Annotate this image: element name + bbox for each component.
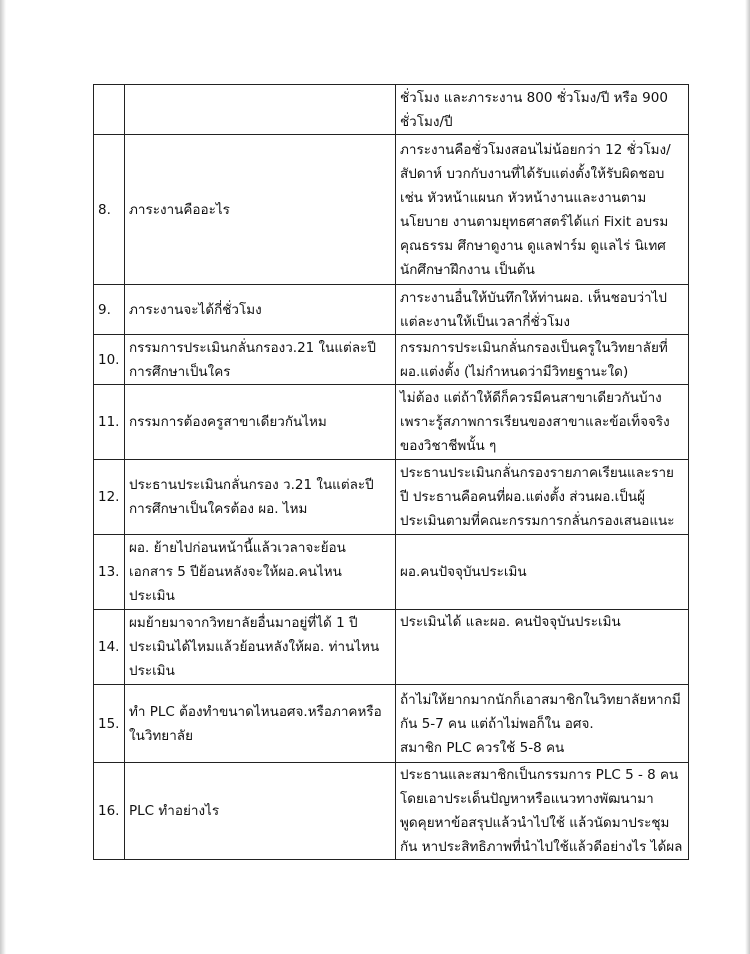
row-number: 9. (94, 285, 125, 335)
answer-cell: กรรมการประเมินกลั่นกรองเป็นครูในวิทยาลัยที่ ผอ.แต่งตั้ง (ไม่กำหนดว่ามีวิทยฐานะใด) (396, 335, 689, 385)
table-row (94, 385, 689, 460)
row-number: 8. (94, 135, 125, 285)
table-row (94, 763, 689, 860)
table-row (94, 135, 689, 285)
table-row (94, 285, 689, 335)
answer-cell: ภาระงานอื่นให้บันทึกให้ท่านผอ. เห็นชอบว่าไป แต่ละงานให้เป็นเวลากี่ชั่วโมง (396, 285, 689, 335)
answer-cell: ชั่วโมง และภาระงาน 800 ชั่วโมง/ปี หรือ 900 ชั่วโมง/ปี (396, 85, 689, 135)
row-number: 14. (94, 610, 125, 685)
qa-table (93, 84, 689, 860)
table-row (94, 85, 689, 135)
row-number: 15. (94, 685, 125, 763)
table-row (94, 685, 689, 763)
question-cell: ประธานประเมินกลั่นกรอง ว.21 ในแต่ละปี การศึกษาเป็นใครต้อง ผอ. ไหม (125, 460, 396, 535)
row-number: 16. (94, 763, 125, 860)
answer-cell: ถ้าไม่ให้ยากมากนักก็เอาสมาชิกในวิทยาลัยหากมี กัน 5-7 คน แต่ถ้าไม่พอก็ใน อศจ. สมาชิก PLC ควรใช้ 5-8 คน (396, 685, 689, 763)
question-cell: ทำ PLC ต้องทำขนาดไหนอศจ.หรือภาคหรือ ในวิทยาลัย (125, 685, 396, 763)
answer-cell: ประเมินได้ และผอ. คนปัจจุบันประเมิน (396, 610, 689, 685)
answer-cell: ประธานประเมินกลั่นกรองรายภาคเรียนและราย ปี ประธานคือคนที่ผอ.แต่งตั้ง ส่วนผอ.เป็นผู้ ประเมินตามที่คณะกรรมการกลั่นกรองเสนอแนะ (396, 460, 689, 535)
row-number: 13. (94, 535, 125, 610)
table-row (94, 460, 689, 535)
page-edge-shadow-left (0, 0, 6, 954)
question-cell: กรรมการต้องครูสาขาเดียวกันไหม (125, 385, 396, 460)
row-number: 10. (94, 335, 125, 385)
answer-cell: ภาระงานคือชั่วโมงสอนไม่น้อยกว่า 12 ชั่วโมง/ สัปดาห์ บวกกับงานที่ได้รับแต่งตั้งให้รับผิดชอบ เช่น หัวหน้าแผนก หัวหน้างานและงานตาม นโยบาย งานตามยุทธศาสตร์ได้แก่ Fixit อบรม คุณธรรม ศึกษาดูงาน ดูแลฟาร์ม ดูแลไร่ นิเทศ นักศึกษาฝึกงาน เป็นต้น (396, 135, 689, 285)
question-cell: ผอ. ย้ายไปก่อนหน้านี้แล้วเวลาจะย้อน เอกสาร 5 ปีย้อนหลังจะให้ผอ.คนไหน ประเมิน (125, 535, 396, 610)
page-edge-shadow-right (745, 0, 750, 954)
row-number: 12. (94, 460, 125, 535)
question-cell: PLC ทำอย่างไร (125, 763, 396, 860)
answer-cell: ไม่ต้อง แต่ถ้าให้ดีก็ควรมีคนสาขาเดียวกันบ้าง เพราะรู้สภาพการเรียนของสาขาและข้อเท็จจริง ของวิชาชีพนั้น ๆ (396, 385, 689, 460)
question-cell: กรรมการประเมินกลั่นกรองว.21 ในแต่ละปี การศึกษาเป็นใคร (125, 335, 396, 385)
answer-cell: ประธานและสมาชิกเป็นกรรมการ PLC 5 - 8 คน โดยเอาประเด็นปัญหาหรือแนวทางพัฒนามา พูดคุยหาข้อสรุปแล้วนำไปใช้ แล้วนัดมาประชุม กัน หาประสิทธิภาพที่นำไปใช้แล้วดีอย่างไร ได้ผล (396, 763, 689, 860)
table-row (94, 610, 689, 685)
answer-cell: ผอ.คนปัจจุบันประเมิน (396, 535, 689, 610)
question-cell: ภาระงานคืออะไร (125, 135, 396, 285)
row-number (94, 85, 125, 135)
table-row (94, 535, 689, 610)
question-cell: ผมย้ายมาจากวิทยาลัยอื่นมาอยู่ที่ได้ 1 ปี ประเมินได้ไหมแล้วย้อนหลังให้ผอ. ท่านไหน ประเมิน (125, 610, 396, 685)
question-cell (125, 85, 396, 135)
table-row (94, 335, 689, 385)
row-number: 11. (94, 385, 125, 460)
question-cell: ภาระงานจะได้กี่ชั่วโมง (125, 285, 396, 335)
